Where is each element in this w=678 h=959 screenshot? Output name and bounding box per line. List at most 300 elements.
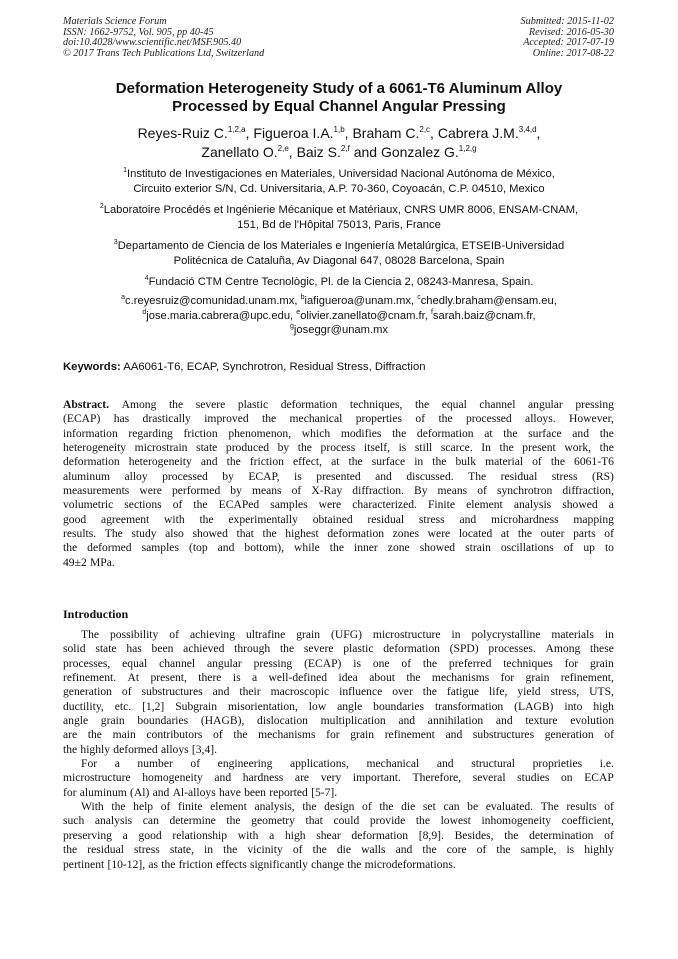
word: influence xyxy=(339,685,383,699)
email-link[interactable]: olivier.zanellato@cnam.fr, xyxy=(300,309,431,322)
word: still xyxy=(414,441,433,455)
affiliation-1 xyxy=(40,167,638,196)
word: these xyxy=(590,642,614,656)
word: parts xyxy=(573,527,596,541)
abstract xyxy=(63,398,614,570)
word: by xyxy=(230,484,242,498)
word: residual xyxy=(500,469,538,483)
word: engineering xyxy=(217,757,273,771)
word: inhomogeneity xyxy=(481,814,551,828)
word: the xyxy=(63,541,78,555)
word: achieving xyxy=(189,628,236,641)
word: Therefore, xyxy=(412,771,462,785)
word: deformation xyxy=(351,828,409,842)
author-affil-sup: 2,f xyxy=(340,144,350,153)
word: in xyxy=(204,843,214,857)
word: samples xyxy=(270,498,308,512)
word: severe xyxy=(195,398,226,411)
word: processed xyxy=(162,469,208,483)
word: with xyxy=(164,512,185,526)
word: solid xyxy=(63,642,86,656)
word: samples xyxy=(141,541,179,555)
word: several xyxy=(472,771,506,785)
word: for xyxy=(326,728,340,742)
word: die xyxy=(336,843,351,857)
word: At xyxy=(127,671,140,685)
word: present, xyxy=(150,671,187,685)
word: equal xyxy=(122,656,148,670)
author-sep: , xyxy=(344,125,353,141)
title-line: Deformation Heterogeneity Study of a 6061-T6 Aluminum Alloy xyxy=(115,80,563,97)
word: dislocation xyxy=(257,714,308,728)
word: the xyxy=(379,800,394,814)
text-line xyxy=(63,743,614,757)
word: were xyxy=(318,498,342,512)
word: microstructure xyxy=(63,771,131,785)
word: present xyxy=(522,441,556,455)
word: applications, xyxy=(289,757,349,771)
word: at xyxy=(484,426,493,440)
word: determine xyxy=(169,814,216,828)
word: and xyxy=(217,541,235,555)
word: at xyxy=(331,455,340,469)
affiliation-num: 2 xyxy=(99,203,104,210)
word: good xyxy=(138,828,162,842)
word: (Al) xyxy=(130,785,150,799)
word: [3,4]. xyxy=(191,742,218,756)
word: by xyxy=(277,441,290,455)
word: means xyxy=(437,484,468,498)
word: 6061-T6 xyxy=(574,455,614,469)
word: number xyxy=(137,757,173,771)
text-line xyxy=(63,398,614,412)
word: by xyxy=(222,469,234,483)
word: have xyxy=(218,785,241,799)
word: texture xyxy=(525,714,558,728)
keywords-text: AA6061-T6, ECAP, Synchrotron, Residual Stress, Diffraction xyxy=(123,361,426,373)
word: of xyxy=(169,628,179,641)
word: stress, xyxy=(550,685,580,699)
word: reported xyxy=(269,785,308,799)
word: proprieties xyxy=(532,757,583,771)
word: and xyxy=(395,843,413,857)
word: the xyxy=(262,412,277,426)
word: alloys xyxy=(160,742,189,756)
word: The xyxy=(104,527,123,541)
word: showed xyxy=(192,527,228,541)
word: the xyxy=(262,527,277,541)
word: substructures xyxy=(472,728,535,742)
word: the xyxy=(499,441,514,455)
word: for xyxy=(500,671,515,685)
word: the xyxy=(422,656,438,670)
word: diffraction, xyxy=(562,484,614,498)
date-accepted: Accepted: 2017-07-19 xyxy=(523,37,614,48)
word: there xyxy=(198,671,222,685)
paper-title xyxy=(40,80,638,116)
word: heterogeneity xyxy=(128,455,192,469)
word: with xyxy=(237,828,259,842)
word: of xyxy=(604,527,614,541)
keywords-label: Keywords: xyxy=(63,361,121,373)
word: the xyxy=(599,441,614,455)
author-affil-sup: 1,2,a xyxy=(227,125,246,134)
word: strain xyxy=(465,541,491,555)
word: measurements xyxy=(63,484,130,498)
word: means xyxy=(251,484,282,498)
text-line xyxy=(63,858,614,872)
word: alloy xyxy=(124,469,148,483)
author-emails xyxy=(40,294,638,338)
text-line xyxy=(63,541,614,555)
text-line xyxy=(63,441,614,455)
word: fatigue xyxy=(446,685,480,699)
author-name: Figueroa I.A. xyxy=(253,125,334,141)
text-line xyxy=(63,628,614,642)
word: (RS) xyxy=(591,469,614,483)
word: into xyxy=(564,699,583,713)
affiliation-line: 151, Bd de l'Hôpital 75013, Paris, France xyxy=(237,218,441,231)
word: and xyxy=(572,426,590,440)
author-name: Cabrera J.M. xyxy=(437,125,519,141)
word: is xyxy=(294,469,302,483)
word: and xyxy=(398,714,416,728)
word: By xyxy=(413,484,428,498)
word: of xyxy=(477,484,487,498)
word: residual xyxy=(87,843,124,857)
word: a xyxy=(269,828,275,842)
word: volumetric xyxy=(63,498,114,512)
word: deformation xyxy=(280,398,338,411)
word: high xyxy=(284,828,306,842)
email-link[interactable]: jose.maria.cabrera@upc.edu, xyxy=(146,309,297,322)
word: located xyxy=(458,527,493,541)
word: of xyxy=(362,800,372,814)
word: The xyxy=(468,469,487,483)
word: analysis, xyxy=(254,800,295,814)
word: bulk xyxy=(455,455,477,469)
word: (top xyxy=(188,541,208,555)
word: the xyxy=(347,857,362,871)
word: the xyxy=(504,828,519,842)
word: and xyxy=(212,685,230,699)
email-link[interactable]: sarah.baiz@cnam.fr, xyxy=(432,309,536,322)
email-link[interactable]: chedly.braham@ensam.eu, xyxy=(420,295,557,307)
author-affil-sup: 1,2,g xyxy=(458,144,477,153)
text-line xyxy=(63,484,614,498)
word: shear xyxy=(316,828,341,842)
word: techniques, xyxy=(349,398,403,411)
word: mechanical xyxy=(366,757,420,771)
word: boundaries xyxy=(137,714,189,728)
word: phenomenon, xyxy=(228,426,292,440)
word: However, xyxy=(569,412,614,426)
word: zone xyxy=(387,541,410,555)
word: grain xyxy=(350,728,375,742)
affiliation-line: Politécnica de Cataluña, Av Diagonal 647, 08028 Barcelona, Spain xyxy=(173,254,505,267)
word: studies xyxy=(517,771,550,785)
affiliation-num: 1 xyxy=(123,167,128,174)
word: The xyxy=(81,628,100,641)
word: geometry xyxy=(251,814,295,828)
word: (SPD) xyxy=(449,642,479,656)
word: the xyxy=(63,843,78,857)
word: friction xyxy=(249,455,284,469)
word: up xyxy=(583,541,595,555)
word: finite xyxy=(178,800,203,814)
word: help xyxy=(133,800,154,814)
word: lowest xyxy=(440,814,471,828)
word: In xyxy=(481,441,491,455)
word: stress xyxy=(418,512,445,526)
section-heading: Introduction xyxy=(63,607,129,621)
word: channel xyxy=(159,656,196,670)
affiliation-num: 4 xyxy=(144,275,149,282)
word: the xyxy=(87,728,102,742)
text-line xyxy=(63,685,614,699)
word: 49±2 xyxy=(63,555,87,569)
word: the xyxy=(438,412,453,426)
word: characterized. xyxy=(352,498,417,512)
author-sep: , xyxy=(536,125,541,141)
word: analysis xyxy=(94,814,133,828)
word: a xyxy=(608,498,614,512)
word: [8,9]. xyxy=(418,828,444,842)
word: ECAP, xyxy=(248,469,280,483)
word: sample, xyxy=(520,843,557,857)
word: as xyxy=(148,857,159,871)
author-affil-sup: 1,b xyxy=(333,125,345,134)
word: The xyxy=(540,800,559,814)
word: been xyxy=(244,785,266,799)
word: highest xyxy=(285,527,319,541)
word: stress xyxy=(134,843,160,857)
word: [10-12], xyxy=(107,857,146,871)
email-link[interactable]: iafigueroa@unam.mx, xyxy=(304,295,418,307)
word: material xyxy=(485,455,524,469)
word: of xyxy=(563,541,574,555)
text-line xyxy=(63,786,614,800)
word: Among xyxy=(545,642,581,656)
text-line xyxy=(63,843,614,857)
word: is xyxy=(232,671,241,685)
date-revised: Revised: 2016-05-30 xyxy=(528,26,614,38)
word: of xyxy=(415,412,426,426)
word: effect, xyxy=(292,455,323,469)
word: the xyxy=(161,857,176,871)
word: of xyxy=(401,656,412,670)
word: for xyxy=(564,656,579,670)
word: can xyxy=(142,814,159,828)
word: effects xyxy=(216,857,247,871)
word: the xyxy=(329,541,344,555)
word: a xyxy=(122,828,128,842)
journal-name: Materials Science Forum xyxy=(63,16,167,27)
introduction-body xyxy=(63,628,614,872)
word: itself, xyxy=(363,441,390,455)
word: significantly xyxy=(249,857,308,871)
word: (UFG) xyxy=(331,628,362,641)
word: and xyxy=(375,469,392,483)
text-line xyxy=(63,800,614,814)
word: the xyxy=(111,800,126,814)
word: also xyxy=(165,527,184,541)
word: the xyxy=(63,742,78,756)
word: one xyxy=(372,656,390,670)
text-line xyxy=(63,657,614,671)
word: work, xyxy=(564,441,592,455)
word: grain xyxy=(100,714,125,728)
word: deformation xyxy=(416,426,474,440)
word: grain xyxy=(296,628,321,641)
word: the xyxy=(302,800,317,814)
word: and xyxy=(200,455,218,469)
word: of xyxy=(532,455,542,469)
word: are xyxy=(63,728,78,742)
word: possibility xyxy=(110,628,159,641)
word: the xyxy=(517,527,533,541)
word: and xyxy=(152,785,170,799)
word: refinement, xyxy=(560,671,614,685)
word: at xyxy=(500,527,510,541)
word: experimentally xyxy=(228,512,298,526)
word: boundaries xyxy=(373,699,425,713)
word: in xyxy=(414,455,424,469)
word: heterogeneity xyxy=(63,441,127,455)
word: scarce. xyxy=(440,441,473,455)
word: deformation xyxy=(327,527,385,541)
affiliation-2 xyxy=(40,203,638,232)
word: angle xyxy=(63,714,89,728)
word: the xyxy=(168,398,184,411)
word: the xyxy=(226,455,241,469)
word: of xyxy=(291,484,302,498)
word: in xyxy=(604,628,614,641)
word: angle xyxy=(337,699,363,713)
word: highly xyxy=(80,742,111,756)
word: high xyxy=(593,699,614,713)
word: grain xyxy=(589,656,614,670)
word: contributors xyxy=(146,728,203,742)
word: aluminum xyxy=(63,469,111,483)
word: core xyxy=(446,843,467,857)
author-line xyxy=(40,124,638,143)
word: etc. xyxy=(114,699,132,713)
word: change xyxy=(311,857,344,871)
word: showed xyxy=(419,541,456,555)
word: low xyxy=(308,699,327,713)
text-line xyxy=(63,642,614,656)
word: determination xyxy=(529,828,594,842)
word: that xyxy=(236,527,254,541)
word: a xyxy=(114,757,120,771)
word: of xyxy=(160,800,171,814)
word: performed xyxy=(171,484,221,498)
word: (HAGB), xyxy=(200,714,245,728)
word: the xyxy=(406,671,421,685)
affiliation-line: $^2$Laboratoire Procédés et Ingénierie Mécanique et Matériaux, CNRS UMR 8006, ENSAM-CNAM, xyxy=(99,203,579,216)
word: microstrain xyxy=(134,441,188,455)
word: of xyxy=(476,843,487,857)
word: good xyxy=(63,512,87,526)
word: oscillations xyxy=(500,541,554,555)
word: the xyxy=(226,814,241,828)
word: and xyxy=(459,512,477,526)
word: of xyxy=(190,757,201,771)
text-line xyxy=(63,700,614,714)
word: mechanical xyxy=(289,412,343,426)
word: pressing xyxy=(253,656,293,670)
text-line xyxy=(63,556,614,570)
word: ECAP xyxy=(584,771,614,785)
word: such xyxy=(63,814,85,828)
word: of xyxy=(292,843,303,857)
word: drastically xyxy=(142,412,191,426)
word: plastic xyxy=(343,642,374,656)
word: has xyxy=(126,642,142,656)
author-name: Zanellato O. xyxy=(201,144,278,160)
word: were xyxy=(427,527,451,541)
word: of xyxy=(213,728,223,742)
word: element xyxy=(466,498,503,512)
email-line: $^a$c.reyesruiz@comunidad.unam.mx, $^b$iafigueroa@unam.mx, $^c$chedly.braham@ensam.eu, xyxy=(121,294,557,307)
author-sep: and xyxy=(349,144,381,160)
word: microdeformations. xyxy=(364,857,456,871)
word: X-Ray xyxy=(311,484,343,498)
journal-doi[interactable]: doi:10.4028/www.scientific.net/MSF.905.40 xyxy=(63,37,242,48)
text-line xyxy=(63,829,614,843)
text-line xyxy=(63,412,614,426)
word: the xyxy=(193,498,208,512)
word: Al-alloys xyxy=(172,785,216,799)
email-link[interactable]: joseggr@unam.mx xyxy=(293,324,388,336)
word: misorientation, xyxy=(228,699,298,713)
word: friction xyxy=(178,857,213,871)
word: MPa. xyxy=(90,555,115,569)
text-line xyxy=(63,427,614,441)
word: UTS, xyxy=(589,685,614,699)
email-link[interactable]: c.reyesruiz@comunidad.unam.mx, xyxy=(125,295,301,307)
word: discussed. xyxy=(406,469,454,483)
word: study xyxy=(131,527,157,541)
word: yield xyxy=(517,685,541,699)
word: modifies xyxy=(340,426,382,440)
word: are xyxy=(294,771,310,785)
word: polycrystalline xyxy=(471,628,541,641)
word: bottom), xyxy=(244,541,285,555)
word: has xyxy=(113,412,130,426)
word: of xyxy=(604,728,614,742)
text-line xyxy=(63,714,614,728)
date-online: Online: 2017-08-22 xyxy=(532,47,614,59)
word: on xyxy=(561,771,573,785)
word: idea xyxy=(338,671,358,685)
affiliation-num: 3 xyxy=(113,239,118,246)
text-line xyxy=(63,455,614,469)
word: and xyxy=(445,728,463,742)
word: information xyxy=(63,426,118,440)
word: sections xyxy=(124,498,162,512)
word: outer xyxy=(540,527,565,541)
word: inner xyxy=(353,541,378,555)
word: i.e. xyxy=(599,757,614,771)
word: that xyxy=(305,814,323,828)
word: die xyxy=(401,800,416,814)
word: processed xyxy=(465,412,512,426)
word: grain xyxy=(525,671,550,685)
word: mechanisms xyxy=(431,671,490,685)
author-line xyxy=(40,143,638,162)
